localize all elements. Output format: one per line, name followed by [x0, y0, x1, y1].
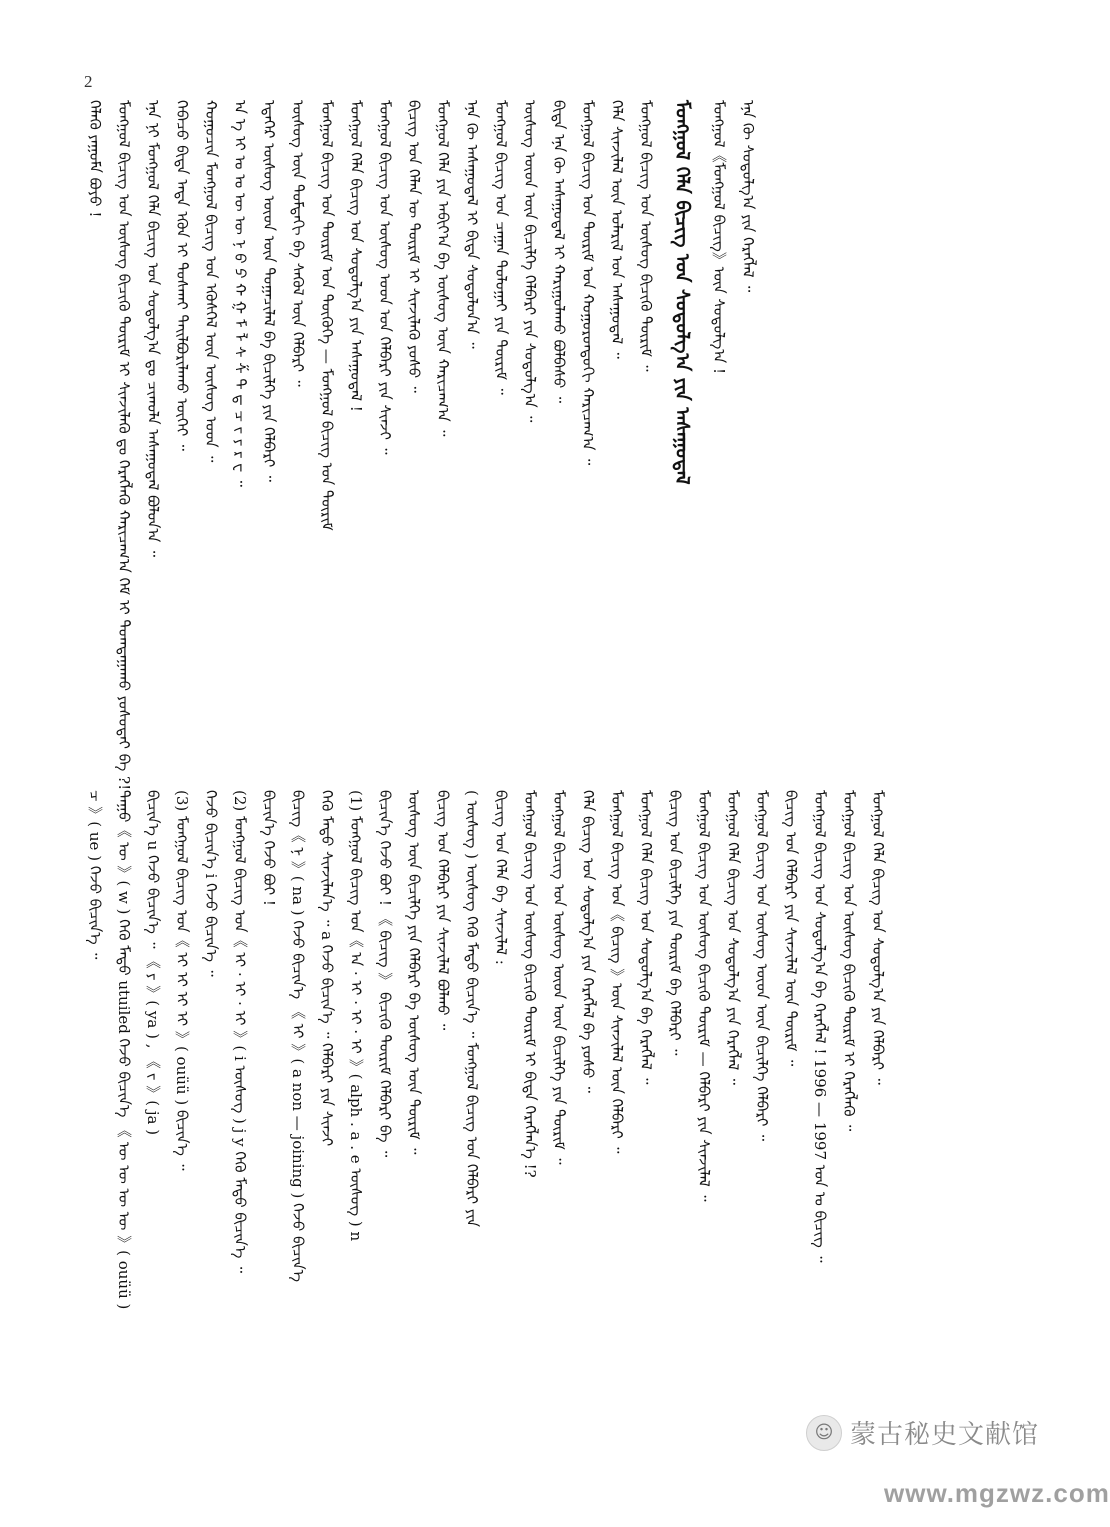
text-column: ᠮᠣᠩᠭᠣᠯ ᠬᠡᠯᠡ ᠶᠢᠨ ᠠᠪᠢᠶ᠎ᠠ ᠪᠠ ᠦᠰᠦᠭ ᠦᠨ ᠬᠠᠷᠢᠴᠠᠭ᠎ᠠ ᠃ — [434, 100, 452, 437]
lower-text-block — [80, 790, 1020, 1450]
text-column: ᠭᠡᠬᠦ ᠮᠡᠲᠦ ᠰᠢᠨᠵᠢᠯᠡᠨ᠎ᠡ ᠃ a ᠭᠡᠵᠦ ᠪᠢᠴᠢᠨ᠎ᠡ ᠃ ᠬᠡᠯᠪᠡᠷᠢ ᠶᠢᠨ ᠰᠢᠨᠵᠢ — [318, 790, 336, 1147]
text-column: ᠭᠡᠵᠦ ᠪᠢᠴᠢᠨ᠎ᠡ i ᠭᠡᠵᠦ ᠪᠢᠴᠢᠨ᠎ᠡ ᠃ — [202, 790, 220, 977]
text-column: (2) ᠮᠣᠩᠭᠣᠯ ᠪᠢᠴᠢᠭ ᠤᠨ《 ᠢ · ᠢ · ᠢ 》( i ᠦᠰᠦᠭ ) j y ᠭᠡᠬᠦ ᠮᠡᠲᠦ ᠪᠢᠴᠢᠨ᠎ᠡ ᠃ — [231, 790, 249, 1273]
text-column: ᠮᠣᠩᠭᠣᠯ ᠪᠢᠴᠢᠭ ᠤᠨ ᠦᠰᠦᠭ ᠪᠢᠴᠢᠬᠦ ᠳᠦᠷᠢᠮ — ᠬᠡᠯᠪᠡᠷᠢ ᠶᠢᠨ ᠰᠢᠨᠵᠢᠯᠡᠯ ᠃ — [695, 790, 713, 1202]
watermark-name: 蒙古秘史文献馆 — [850, 1420, 1040, 1450]
text-column: ᠪᠢᠴᠢᠨ᠎ᠡ ᠭᠡᠵᠦ ᠪᠣᠢ ! — [260, 790, 278, 906]
text-column: ᠬᠡᠯᠡ ᠪᠢᠴᠢᠭ ᠤᠨ ᠰᠤᠳᠤᠯᠭ᠎ᠠ ᠶᠢᠨ ᠬᠡᠷᠡᠭᠯᠡᠯ ᠪᠠ ᠶᠤᠰᠤ ᠃ — [579, 790, 597, 1093]
text-column: ᠮᠣᠩᠭᠣᠯ《ᠮᠣᠩᠭᠣᠯ ᠪᠢᠴᠢᠭ》ᠦᠨ ᠰᠤᠳᠤᠯᠭ᠎ᠠ ! — [710, 100, 728, 374]
text-column: ᠡᠨᠡ ᠬᠦ ᠰᠤᠳᠤᠯᠭ᠎ᠠ ᠶᠢᠨ ᠬᠡᠷᠡᠭᠯᠡᠯ ᠃ — [739, 100, 757, 293]
text-column: (1) ᠮᠣᠩᠭᠣᠯ ᠪᠢᠴᠢᠭ ᠤᠨ《 ᠠ · ᠢ · ᠢ · ᠢ 》( alph . a . e ᠦᠰᠦᠭ ) n — [347, 790, 365, 1242]
text-column: ᠪᠢᠴᠢᠨ᠎ᠡ ᠭᠡᠵᠦ ᠪᠣᠢ ! 《 ᠪᠢᠴᠢᠭ 》 ᠪᠢᠴᠢᠬᠦ ᠳᠦᠷᠢᠮ ᠬᠡᠯᠪᠡᠷᠢ ᠪᠠ ᠃ — [376, 790, 394, 1158]
text-column: ᠪᠢᠴᠢᠭ ᠤᠨ ᠬᠡᠯᠡ ᠪᠠ ᠰᠢᠨᠵᠢᠯᠡᠯ : — [492, 790, 510, 965]
wechat-icon: ☺ — [806, 1415, 842, 1451]
text-column: ᠠ ᠡ ᠢ ᠣ ᠤ ᠥ ᠦ ᠨ ᠪ ᠫ ᠬ ᠭ ᠮ ᠯ ᠰ ᠱ ᠲ ᠳ ᠴ ᠵ ᠶ ᠷ ᠸ ᠃ — [231, 100, 249, 487]
text-column: ᠪᠢᠳᠡ ᠡᠨᠡ ᠬᠦ ᠠᠰᠠᠭᠤᠳᠠᠯ ᠢ ᠬᠠᠷᠢᠭᠤᠯᠠᠬᠤ ᠪᠣᠯᠪᠠᠰᠤ ᠃ — [550, 100, 568, 403]
text-column: ᠡᠨᠡ ᠬᠦ ᠠᠰᠠᠭᠤᠳᠠᠯ ᠢ ᠪᠢᠳᠡ ᠰᠤᠳᠤᠯᠤᠨ᠎ᠠ ᠃ — [463, 100, 481, 349]
text-column: ᠦᠰᠦᠭ ᠦᠳ ᠦᠨ ᠪᠢᠴᠢᠯᠭᠡ ᠬᠡᠯᠪᠡᠷᠢ ᠶᠢᠨ ᠰᠤᠳᠤᠯᠭ᠎ᠠ ᠃ — [521, 100, 539, 423]
page-number: 2 — [84, 72, 93, 91]
text-column: ᠳᠠᠭᠤ《 ᠥ 》( w ) ᠭᠡᠬᠦ ᠮᠡᠲᠦ utuiled ᠭᠡᠵᠦ ᠪᠢᠴᠢᠨ᠎ᠡ 《 ᠥ ᠥ ᠥ ᠥ 》( ouüü ) — [115, 790, 133, 1310]
text-column: ᠮᠣᠩᠭᠣᠯ ᠪᠢᠴᠢᠭ ᠤᠨ ᠦᠰᠦᠭ ᠦᠳ ᠦᠨ ᠪᠢᠴᠢᠯᠭᠡ ᠶᠢᠨ ᠳᠦᠷᠢᠮ ᠃ — [550, 790, 568, 1165]
text-column: ᠮᠣᠩᠭᠣᠯ ᠪᠢᠴᠢᠭ ᠤᠨ ᠳᠦᠷᠢᠮ ᠤᠨ ᠲᠦᠬᠦᠬᠡ — ᠮᠣᠩᠭᠣᠯ ᠪᠢᠴᠢᠭ ᠤᠨ ᠳᠦᠷᠢᠮ — [318, 100, 336, 531]
text-column: ᠦᠰᠦᠭ ᠦᠨ ᠪᠢᠴᠢᠯᠭᠡ ᠶᠢᠨ ᠬᠡᠯᠪᠡᠷᠢ ᠪᠠ ᠦᠰᠦᠭ ᠦᠨ ᠳᠦᠷᠢᠮ ᠃ — [405, 790, 423, 1155]
text-column: ᠮᠣᠩᠭᠣᠯ ᠬᠡᠯᠡ ᠪᠢᠴᠢᠭ ᠤᠨ ᠰᠤᠳᠤᠯᠭ᠎ᠠ ᠶᠢᠨ ᠬᠡᠷᠡᠭᠯᠡᠯ ᠃ — [724, 790, 742, 1085]
text-column: ᠮᠣᠩᠭᠣᠯ ᠪᠢᠴᠢᠭ ᠤᠨ ᠦᠰᠦᠭ ᠦᠳ ᠦᠨ ᠪᠢᠴᠢᠯᠭᠡ ᠬᠡᠯᠪᠡᠷᠢ ᠃ — [753, 790, 771, 1142]
text-column: ( ᠦᠰᠦᠭ ) ᠦᠰᠦᠭ ᠭᠡᠬᠦ ᠮᠡᠲᠦ ᠪᠢᠴᠢᠨ᠎ᠡ ᠃ ᠮᠣᠩᠭᠣᠯ ᠪᠢᠴᠢᠭ ᠤᠨ ᠬᠡᠯᠪᠡᠷᠢ ᠶᠢᠨ — [463, 790, 481, 1227]
text-column: ᠬᠡᠯᠡ ᠰᠢᠨᠵᠢᠯᠡᠯ ᠦᠨ ᠤᠯᠠᠷᠢᠯ ᠤᠨ ᠠᠰᠠᠭᠤᠳᠠᠯ ᠃ — [608, 100, 626, 359]
watermark-url: www.mgzwz.com — [884, 1478, 1110, 1508]
text-column: ᠪᠢᠴᠢᠭ ᠤᠨ ᠬᠡᠯᠪᠡᠷᠢ ᠶᠢᠨ ᠰᠢᠨᠵᠢᠯᠡᠯ ᠦᠨ ᠳᠦᠷᠢᠮ ᠃ — [782, 790, 800, 1067]
text-column: ᠬᠤᠭᠤᠴᠢᠨ ᠮᠣᠩᠭᠣᠯ ᠪᠢᠴᠢᠭ ᠤᠨ ᠡᠭᠦᠰᠬᠡᠯ ᠦᠨ ᠦᠰᠦᠭ ᠤᠳ ᠃ — [202, 100, 220, 463]
text-column: ᠴ 》( ue ) ᠭᠡᠵᠦ ᠪᠢᠴᠢᠨ᠎ᠡ ᠃ — [86, 790, 104, 960]
text-column: ᠪᠢᠴᠢᠭ ᠤᠨ ᠬᠡᠯᠪᠡᠷᠢ ᠶᠢᠨ ᠰᠢᠨᠵᠢᠯᠡᠯ ᠪᠣᠯᠬᠤ ᠃ — [434, 790, 452, 1031]
text-column: ᠮᠣᠩᠭᠣᠯ ᠪᠢᠴᠢᠭ ᠤᠨ ᠦᠰᠦᠭ ᠪᠢᠴᠢᠬᠦ ᠳᠦᠷᠢᠮ ᠢ ᠪᠢᠳᠡ ᠬᠡᠷᠡᠭᠯᠡᠨ᠎ᠡ !? — [521, 790, 539, 1178]
text-column: ᠡᠳᠡᠭᠡᠷ ᠦᠰᠦᠭ ᠦᠳ ᠦᠨ ᠲᠣᠭᠠᠴᠢᠯᠠᠯ ᠪᠠ ᠪᠢᠴᠢᠯᠭᠡ ᠶᠢᠨ ᠬᠡᠯᠪᠡᠷᠢ ᠃ — [260, 100, 278, 482]
text-column: ᠦᠰᠦᠭ ᠦᠨ ᠳᠤᠮᠳᠠᠬᠢ ᠪᠠ ᠰᠡᠭᠦᠯ ᠦᠨ ᠬᠡᠯᠪᠡᠷᠢ ᠃ — [289, 100, 307, 387]
text-column: ᠬᠡᠯᠡᠬᠦ ᠶᠠᠭᠤᠮᠠ ᠪᠤᠶᠤ ! — [86, 100, 104, 218]
text-column: ᠮᠣᠩᠭᠣᠯ ᠪᠢᠴᠢᠭ ᠤᠨ ᠦᠰᠦᠭ ᠤᠳ ᠤᠨ ᠬᠡᠯᠪᠡᠷᠢ ᠶᠢᠨ ᠰᠢᠨᠵᠢ ᠃ — [376, 100, 394, 455]
text-column: ᠪᠢᠴᠢᠭ《 ᠨ 》( na ) ᠭᠡᠵᠦ ᠪᠢᠴᠢᠨ᠎ᠡ 《 ᠢ 》( a non — joining ) ᠭᠡᠵᠦ ᠪᠢᠴᠢᠨ᠎ᠡ — [289, 790, 307, 1282]
text-column: ᠮᠣᠩᠭᠣᠯ ᠪᠢᠴᠢᠭ ᠤᠨ ᠴᠠᠭᠠᠨ ᠲᠣᠯᠤᠭᠠᠢ ᠶᠢᠨ ᠳᠦᠷᠢᠮ ᠃ — [492, 100, 510, 395]
text-column: ᠮᠣᠩᠭᠣᠯ ᠪᠢᠴᠢᠭ ᠤᠨ ᠦᠰᠦᠭ ᠪᠢᠴᠢᠬᠦ ᠳᠦᠷᠢᠮ ᠢ ᠬᠡᠷᠡᠭᠯᠡᠬᠦ ᠃ — [840, 790, 858, 1132]
text-column: ᠪᠢᠴᠢᠭ ᠤᠨ ᠬᠡᠯᠡᠨ ᠦ ᠳᠦᠷᠢᠮ ᠢ ᠰᠢᠨᠵᠢᠯᠡᠬᠦ ᠶᠤᠰᠤ ᠃ — [405, 100, 423, 393]
text-column: ᠮᠣᠩᠭᠣᠯ ᠪᠢᠴᠢᠭ ᠤᠨ ᠦᠰᠦᠭ ᠪᠢᠴᠢᠬᠦ ᠳᠦᠷᠢᠮ ᠃ — [637, 100, 655, 372]
text-column: ᠮᠣᠩᠭᠣᠯ ᠬᠡᠯᠡ ᠪᠢᠴᠢᠭ ᠤᠨ ᠰᠤᠳᠤᠯᠭ᠎ᠠ ᠶᠢᠨ ᠬᠡᠯᠪᠡᠷᠢ ᠃ — [869, 790, 887, 1085]
text-column: ᠪᠢᠴᠢᠨ᠎ᠡ u ᠭᠡᠵᠦ ᠪᠢᠴᠢᠨ᠎ᠡ ᠃ 《 ᠶ 》( ya ) , 《 ᠵ 》( ja ) — [144, 790, 162, 1136]
text-column: ᠮᠣᠩᠭᠣᠯ ᠬᠡᠯᠡ ᠪᠢᠴᠢᠭ ᠤᠨ ᠰᠤᠳᠤᠯᠭ᠎ᠠ ᠪᠠ ᠬᠡᠷᠡᠭᠯᠡᠯ ᠃ — [637, 790, 655, 1085]
text-column: ᠪᠢᠴᠢᠭ ᠤᠨ ᠪᠢᠴᠢᠯᠭᠡ ᠶᠢᠨ ᠳᠦᠷᠢᠮ ᠪᠠ ᠬᠡᠯᠪᠡᠷᠢ ᠃ — [666, 790, 684, 1056]
text-column: ᠡᠨᠡ ᠨᠢ ᠮᠣᠩᠭᠣᠯ ᠬᠡᠯᠡ ᠪᠢᠴᠢᠭ ᠤᠨ ᠰᠤᠳᠤᠯᠭ᠎ᠠ ᠳᠤ ᠴᠢᠬᠤᠯᠠ ᠠᠰᠠᠭᠤᠳᠠᠯ ᠪᠣᠯᠤᠨ᠎ᠠ ᠃ — [144, 100, 162, 557]
text-column: ᠮᠣᠩᠭᠣᠯ ᠬᠡᠯᠡ ᠪᠢᠴᠢᠭ ᠤᠨ ᠰᠤᠳᠤᠯᠭ᠎ᠠ ᠶᠢᠨ ᠠᠰᠠᠭᠤᠳᠠᠯ ! — [347, 100, 365, 412]
text-column: ᠮᠣᠩᠭᠣᠯ ᠪᠢᠴᠢᠭ ᠤᠨ ᠳᠦᠷᠢᠮ ᠤᠨ ᠬᠣᠭᠤᠷᠣᠨᠳᠣᠬᠢ ᠬᠠᠷᠢᠴᠠᠭ᠎ᠠ ᠃ — [579, 100, 597, 466]
watermark — [806, 1414, 1039, 1451]
text-column: ᠮᠣᠩᠭᠣᠯ ᠪᠢᠴᠢᠭ ᠤᠨ ᠰᠤᠳᠤᠯᠭ᠎ᠠ ᠪᠠ ᠬᠡᠷᠡᠭᠯᠡᠯ ! 1996 — 1997 ᠣᠨ ᠤ ᠪᠢᠴᠢᠭ ᠃ — [811, 790, 829, 1263]
text-column: ᠭᠡᠪᠡᠴᠦ ᠪᠢᠳᠡ ᠡᠨᠳᠡ ᠡᠭᠦᠨ ᠢ ᠲᠤᠰᠬᠠᠢ ᠲᠠᠢᠯᠪᠤᠷᠢᠯᠠᠬᠤ ᠦᠭᠡᠢ ᠃ — [173, 100, 191, 451]
text-column: ᠮᠣᠩᠭᠣᠯ ᠪᠢᠴᠢᠭ ᠤᠨ《 ᠪᠢᠴᠢᠭ 》ᠦᠨ ᠰᠢᠨᠵᠢᠯᠡᠯ ᠦᠨ ᠬᠡᠯᠪᠡᠷᠢ ᠃ — [608, 790, 626, 1154]
text-column: ᠮᠣᠩᠭᠣᠯ ᠪᠢᠴᠢᠭ ᠤᠨ ᠦᠰᠦᠭ ᠪᠢᠴᠢᠬᠦ ᠳᠦᠷᠢᠮ ᠢ ᠰᠢᠨᠵᠢᠯᠡᠬᠦ ᠳᠤ ᠬᠡᠷᠡᠭᠯᠡᠬᠦ ᠬᠠᠷᠢᠴᠠᠭ᠎ᠠ ᠬᠡᠮ ᠢ ᠲᠣᠭᠲᠠᠭᠠᠬᠤ ᠶᠤᠰᠤᠲᠠᠢ ᠪᠡ ?! — [115, 100, 133, 791]
upper-text-block — [80, 100, 1020, 791]
text-column: (3) ᠮᠣᠩᠭᠣᠯ ᠪᠢᠴᠢᠭ ᠤᠨ《 ᠢ ᠢ ᠢ ᠢ 》( ouüü ) ᠪᠢᠴᠢᠨ᠎ᠡ ᠃ — [173, 790, 191, 1171]
section-heading: ᠮᠣᠩᠭᠣᠯ ᠬᠡᠯᠡ ᠪᠢᠴᠢᠭ ᠤᠨ ᠰᠤᠳᠤᠯᠭ᠎ᠠ ᠶᠢᠨ ᠠᠰᠠᠭᠤᠳᠠᠯ — [671, 100, 693, 485]
